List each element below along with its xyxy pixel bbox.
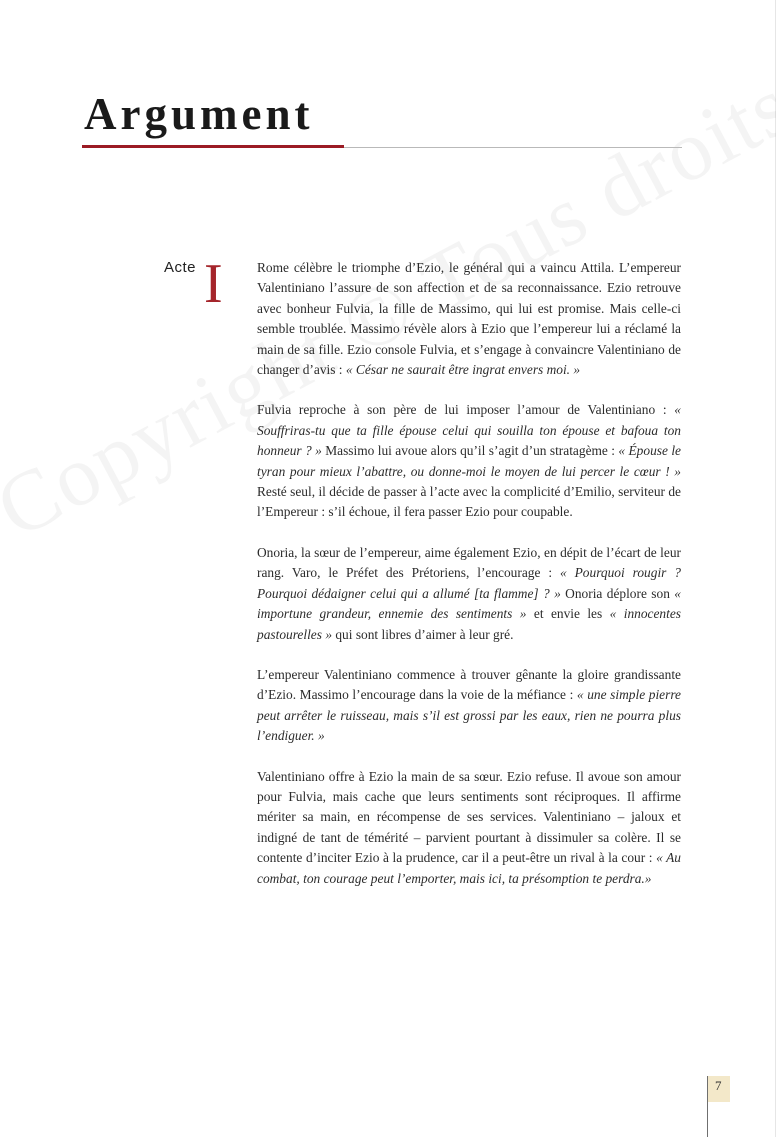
text-run: Fulvia reproche à son père de lui imposer l’amour de Valentiniano : <box>257 402 675 418</box>
text-run: Valentiniano offre à Ezio la main de sa sœur. Ezio refuse. Il avoue son amour pour Fulvia, mais cache que leurs sentiments sont réciproques. Il affirme mériter sa main, en récompense de ses services. Valentiniano – jaloux et indigné de tant de témérité – parvient pourtant à dissimuler sa colère. Il se contente d’inciter Ezio à la prudence, car il a peut-être un rival à la cour : <box>257 768 681 866</box>
synopsis-text <box>257 258 681 909</box>
title-underline-rule <box>344 147 682 148</box>
text-run: et envie les <box>526 606 610 622</box>
quote-run: « Souffriras-tu que ta fille épouse celui qui souilla ton épouse et bafoua ton honneur ? » <box>257 402 681 459</box>
quote-run: « une simple pierre peut arrêter le ruisseau, mais s’il est grossi par les eaux, rien ne pourra plus l’endiguer. » <box>257 687 681 744</box>
synopsis-paragraph <box>257 543 681 645</box>
quote-run: « importune grandeur, ennemie des sentiments » <box>257 585 681 622</box>
text-run: Onoria déplore son <box>560 585 675 601</box>
text-run: Resté seul, il décide de passer à l’acte avec la complicité d’Emilio, serviteur de l’Empereur : s’il échoue, il fera passer Ezio pour coupable. <box>257 484 681 520</box>
text-run: Onoria, la sœur de l’empereur, aime également Ezio, en dépit de l’écart de leur rang. Varo, le Préfet des Prétoriens, l’encourage : <box>257 544 681 581</box>
quote-run: « Au combat, ton courage peut l’emporter, mais ici, ta présomption te perdra.» <box>257 850 681 886</box>
synopsis-paragraph <box>257 400 681 522</box>
synopsis-paragraph <box>257 665 681 747</box>
text-run: L’empereur Valentiniano commence à trouver gênante la gloire grandissante d’Ezio. Massimo l’encourage dans la voie de la méfiance : <box>257 666 681 703</box>
text-run: qui sont libres d’aimer à leur gré. <box>332 626 514 642</box>
act-numeral: I <box>204 253 223 315</box>
quote-run: « innocentes pastourelles » <box>257 606 681 642</box>
synopsis-paragraph <box>257 258 681 380</box>
quote-run: « Épouse le tyran pour mieux l’abattre, ou donne-moi le moyen de lui percer le cœur ! » <box>257 443 681 479</box>
text-run: Massimo lui avoue alors qu’il s’agit d’un stratagème : <box>321 443 619 459</box>
title-underline-accent <box>82 145 344 148</box>
page-title: Argument <box>84 89 314 139</box>
quote-run: « César ne saurait être ingrat envers moi. » <box>345 362 581 378</box>
text-run: Rome célèbre le triomphe d’Ezio, le général qui a vaincu Attila. L’empereur Valentiniano l’assure de son affection et de sa reconnaissance. Ezio retrouve avec bonheur Fulvia, la fille de Massimo, qui lui est promise. Mais celle-ci semble troublée. Massimo révèle alors à Ezio que l’empereur lui a réclamé la main de sa fille. Ezio console Fulvia, et s’engage à convaincre Valentiniano de changer d’avis : <box>257 260 681 378</box>
act-label: Acte <box>164 259 197 276</box>
page-number: 7 <box>715 1078 722 1093</box>
quote-run: « Pourquoi rougir ? Pourquoi dédaigner celui qui a allumé [ta flamme] ? » <box>257 565 681 601</box>
synopsis-paragraph <box>257 767 681 889</box>
